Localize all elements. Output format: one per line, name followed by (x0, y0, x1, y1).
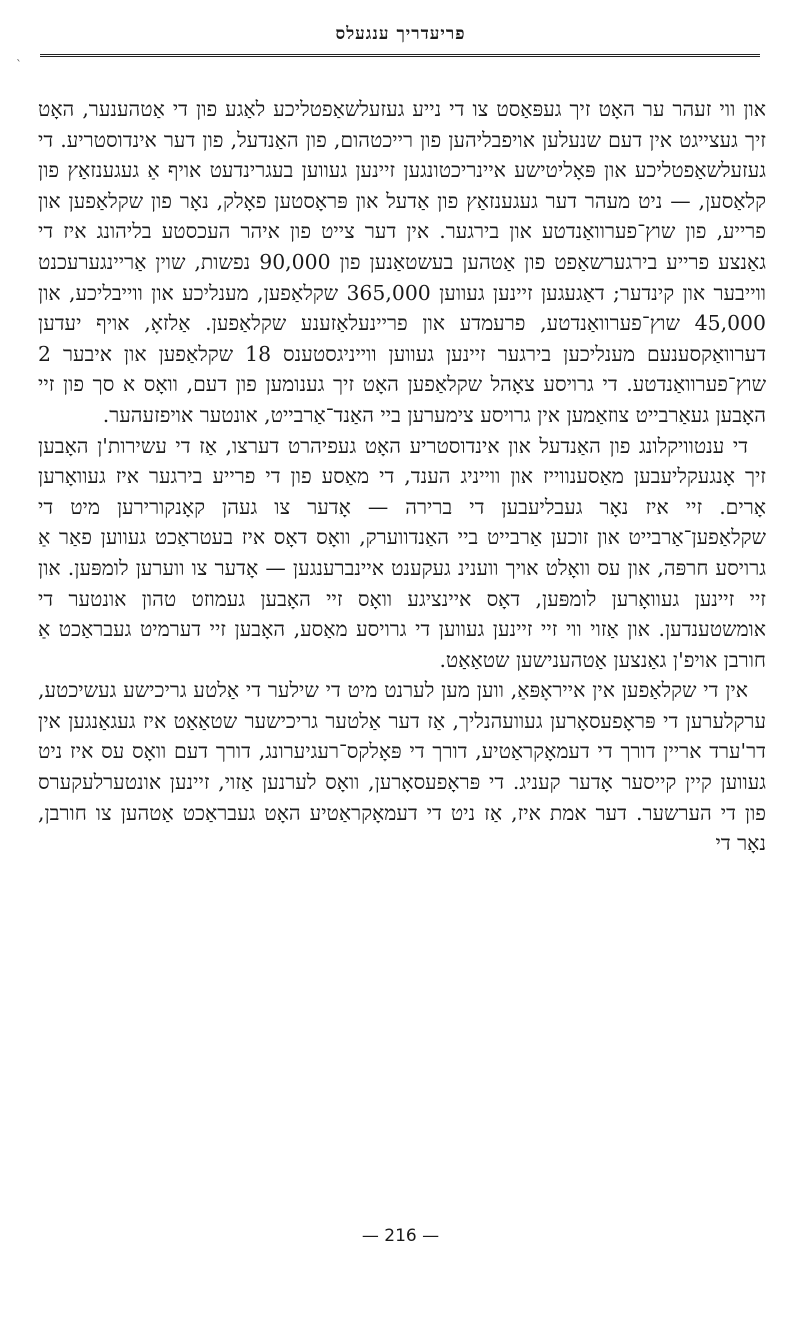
page-number: — 216 — (361, 1226, 440, 1246)
margin-mark: ` (16, 58, 22, 72)
paragraph-2: די ענטוויקלונג פון האַנדעל און אינדוסטריע האָט געפיהרט דערצו, אַז די עשירות'ן האָבען זיך אָנגעקליעבען מאַסענווייז און ווייניג הענד, די מאַסע פון די פרייע בירגער איז געוואָרען אָרים. זיי איז נאָר געבליעבען די ברירה — אָדער צו געהן קאָנקורירען מיט די שקלאַפען־אַרבייט און זוכען אַרבייט ביי האַנדווערק, וואָס דאָס איז בעטראַכט געווען פאַר אַ גרויסע חרפּה, און עס וואָלט אויך ווענינ געקענט איינברענגען — אָדער צו ווערען לומפּען. און זיי זיינען געוואָרען לומפּען, דאָס איינציגע וואָס זיי האָבען געמוזט טהון אונטער די אומשטענדען. און אַזוי ווי זיי זיינען געווען די גרויסע מאַסע, האָבען זיי דערמיט געבראַכט אַ חורבן אויפ'ן גאַנצען אַטהענישען שטאַאַט. (38, 433, 766, 672)
body-text (38, 94, 766, 859)
running-title: פריעדריך ענגעלס (335, 24, 466, 44)
paragraph-1: און ווי זעהר ער האָט זיך געפּאַסט צו די נייע געזעלשאַפטליכע לאַגע פון די אַטהענער, האָט זיך געצייגט אין דעם שנעלען אויפבליהען פון רייכטהום, פון האַנדעל, פון דער אינדוסטריע. די געזעלשאַפטליכע און פּאָליטישע איינריכטונגען זיינען געווען בעגרינדעט אויף אַ געגענזאַץ פון קלאַסען, — ניט מעהר דער געגענזאַץ פון אַדעל און פּראָסטען פאָלק, נאָר פון שקלאַפען און פרייע, פון שוץ־פערוואַנדטע און בירגער. אין דער צייט פון איהר העכסטע בליהונג איז די גאַנצע פרייע בירגערשאַפט פון אַטהען בעשטאַנען פון 90,000 נפשות, שוין אַריינגערעכנט ווייבער און קינדער; דאַגעגען זיינען געווען 365,000 שקלאַפען, מענליכע און ווייבליכע, און 45,000 שוץ־פערוואַנדטע, פרעמדע און פריינעלאַזענע שקלאַפען. אַלזאָ, אויף יעדען דערוואַקסענעם מענליכען בירגער זיינען געווען ווייניגסטענס 18 שקלאַפען און איבער 2 שוץ־פערוואַנדטע. די גרויסע צאָהל שקלאַפען האָט זיך גענומען פון דעם, וואָס א סך פון זיי האָבען געאַרבייט צוזאַמען אין גרויסע צימערען ביי האַנד־אַרבייט, אונטער אויפזעהער. (38, 97, 767, 427)
paragraph-3: אין די שקלאַפען אין אייראָפּאַ, ווען מען לערנט מיט די שילער די אַלטע גריכישע געשיכטע, ערקלערען די פּראָפעסאָרען געוועהנליך, אַז דער אַלטער גריכישער שטאַאַט איז געגאַנגען אין דר'ערד אריין דורך די דעמאָקראַטיע, דורך די פּאָלקס־רעגיערונג, דורך דעם וואָס עס איז ניט געווען קיין קייסער אָדער קעניג. די פּראָפעסאָרען, וואָס לערנען אַזוי, זיינען אונטערלעקערס פון די הערשער. דער אמת איז, אַז ניט די דעמאָקראַטיע האָט געבראַכט אַטהען צו חורבן, נאָר די (38, 678, 766, 856)
header-rule (40, 54, 760, 57)
